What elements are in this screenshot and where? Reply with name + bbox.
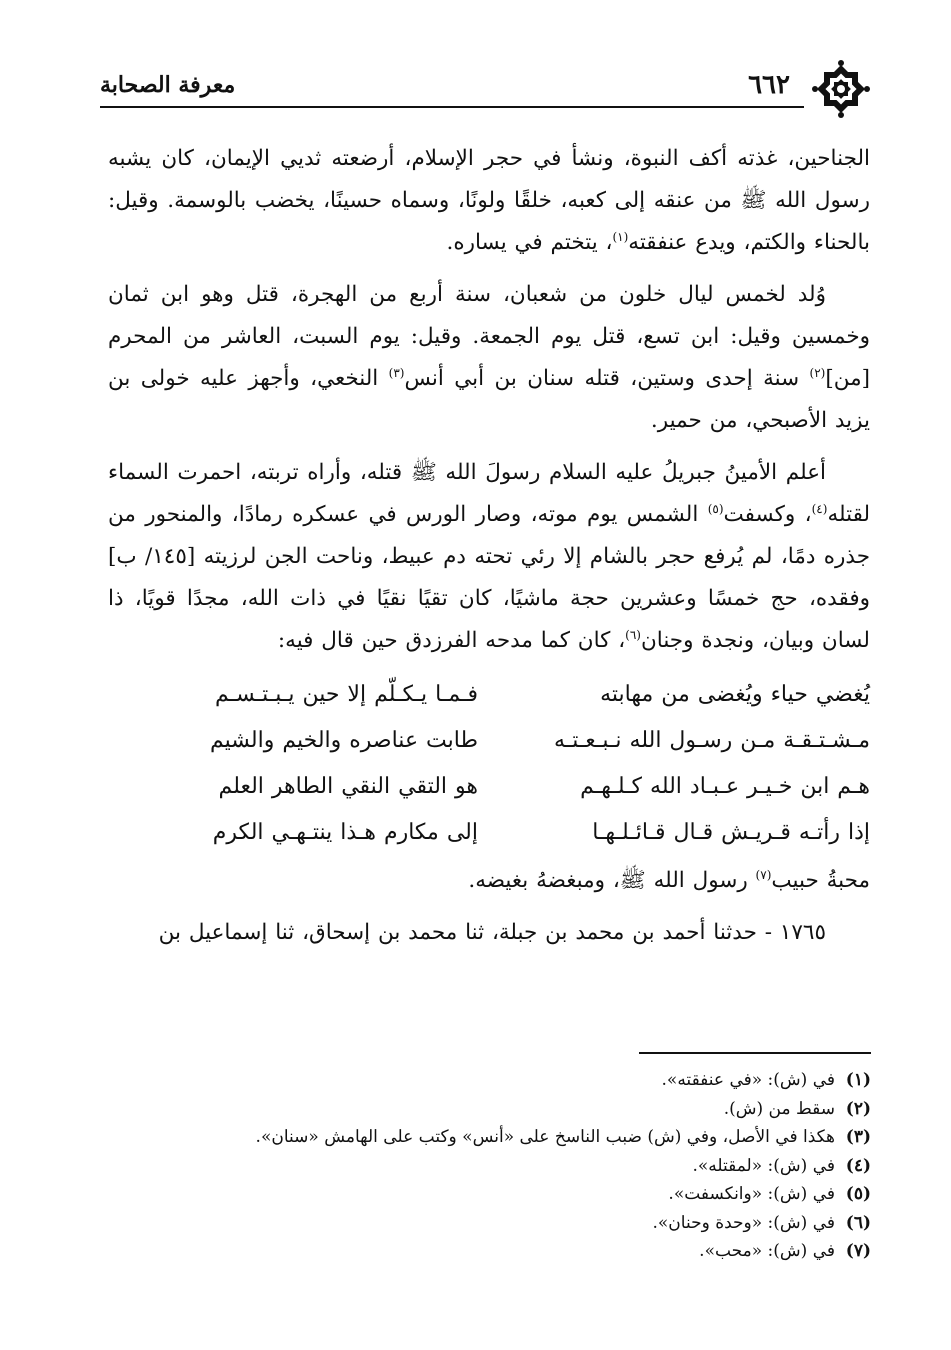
footnote-marker: (٦) <box>625 627 641 642</box>
footnotes <box>171 1066 871 1266</box>
text-run: الجناحين، غذته أكف النبوة، ونشأ في حجر الإسلام، أرضعته ثديي الإيمان، كان يشبه رسول الله ﷺ من عنقه إلى كعبه، خلقًا ولونًا، وسماه حسينًا، يخضب بالوسمة. وقيل: بالحناء والكتم، ويدع عنفقته <box>108 146 870 255</box>
footnote-number: (٥) <box>845 1184 871 1204</box>
footnote-item <box>171 1095 871 1124</box>
verse-first-hemistich: مـشـتـقـة مـن رسـول الله نـبـعـتـه <box>553 728 870 753</box>
text-run: النخعي، وأجهز عليه خولى بن يزيد الأصبحي، من حمير. <box>108 366 870 433</box>
footnote-number: (٧) <box>845 1241 871 1261</box>
footnote-text: في (ش): «في عنفقته». <box>661 1070 835 1090</box>
footnote-text: في (ش): «محب». <box>699 1241 835 1261</box>
running-title: معرفة الصحابة <box>100 72 236 98</box>
verse-second-hemistich: هو التقي النقي الطاهر العلم <box>218 774 478 799</box>
text-run: سنة إحدى وستين، قتله سنان بن أبي أنس <box>404 366 810 391</box>
footnote-item <box>171 1209 871 1238</box>
verse-first-hemistich: يُغضي حياء ويُغضى من مهابته <box>600 682 870 707</box>
footnote-text: هكذا في الأصل، وفي (ش) ضبب الناسخ على «أنس» وكتب على الهامش «سنان». <box>255 1127 835 1147</box>
verse-line <box>108 810 870 856</box>
text-run: رسول الله ﷺ، ومبغضهُ بغيضه. <box>468 868 756 893</box>
text-run: ، وكسفت <box>723 502 812 527</box>
verse-line <box>108 718 870 764</box>
text-run: وُلد لخمس ليال خلون من شعبان، سنة أربع من الهجرة، قتل وهو ابن ثمان وخمسين وقيل: ابن تسع، قتل يوم الجمعة. وقيل: يوم السبت، العاشر من المحرم [من] <box>108 282 870 391</box>
footnote-marker: (٢) <box>809 365 826 380</box>
verse-second-hemistich: فـمـا يـكـلّم إلا حين يـبـتـسـم <box>215 682 478 707</box>
text-run: ، كان كما مدحه الفرزدق حين قال فيه: <box>277 628 626 653</box>
main-text <box>108 138 870 964</box>
footnote-item <box>171 1066 871 1095</box>
verse-line <box>108 672 870 718</box>
paragraph-1 <box>108 138 870 264</box>
footnote-number: (٣) <box>845 1127 871 1147</box>
footnote-item <box>171 1237 871 1266</box>
hadith-line: ١٧٦٥ - حدثنا أحمد بن محمد بن جبلة، ثنا محمد بن إسحاق، ثنا إسماعيل بن <box>158 920 826 945</box>
poem <box>108 672 870 856</box>
header-rule <box>100 106 804 108</box>
page-header <box>100 60 870 118</box>
text-run: الشمس يوم موته، وصار الورس في عسكره رمادًا، والمنحور من جذره دمًا، لم يُرفع حجر بالشام إلا رئي تحته دم عبيط، وناحت الجن لرزيته [١٤٥/ ب] وفقده، حج خمسًا وعشرين حجة ماشيًا، كان تقيًا نقيًا في ذات الله، مجدًا قويًا، ذا لسان وبيان، ونجدة وجنان <box>108 502 870 653</box>
verse-first-hemistich: إذا رأتـه قـريـش قـال قـائـلـهـا <box>592 820 870 845</box>
footnote-item <box>171 1152 871 1181</box>
footnote-text: سقط من (ش). <box>723 1098 835 1119</box>
page-number: ٦٦٢ <box>748 70 790 100</box>
footnote-number: (١) <box>845 1070 871 1090</box>
verse-second-hemistich: إلى مكارم هـذا ينتـهـي الكرم <box>212 820 478 845</box>
footnote-number: (٦) <box>845 1212 871 1233</box>
text-run: أعلم الأمينُ جبريلُ عليه السلام رسولَ الله ﷺ قتله، وأراه تربته، احمرت السماء لقتله <box>108 460 870 527</box>
footnote-marker: (٧) <box>755 867 772 882</box>
verse-first-hemistich: هـم ابن خـيـر عـبـاد الله كـلـهـم <box>580 774 870 799</box>
footnote-number: (٤) <box>845 1155 871 1176</box>
footnote-marker: (٥) <box>707 501 724 516</box>
verse-second-hemistich: طابت عناصره والخيم والشيم <box>210 728 478 753</box>
footnote-text: في (ش): «لمقتله». <box>692 1155 835 1176</box>
text-run: ، يتختم في يساره. <box>446 230 613 255</box>
after-poem-line <box>108 860 870 902</box>
octagram-ornament-icon <box>812 60 870 118</box>
footnote-separator <box>639 1052 871 1054</box>
footnote-item <box>171 1180 871 1209</box>
verse-line <box>108 764 870 810</box>
footnote-number: (٢) <box>845 1098 871 1119</box>
footnote-marker: (٤) <box>811 501 828 516</box>
footnote-text: في (ش): «وانكسفت». <box>668 1184 835 1204</box>
footnote-item <box>171 1123 871 1152</box>
footnote-marker: (١) <box>612 229 629 244</box>
footnote-text: في (ش): «وحدة وحنان». <box>652 1212 835 1233</box>
footnote-marker: (٣) <box>388 365 405 380</box>
paragraph-2 <box>108 274 870 442</box>
paragraph-3 <box>108 452 870 662</box>
text-run: محبةُ حبيب <box>771 868 870 893</box>
